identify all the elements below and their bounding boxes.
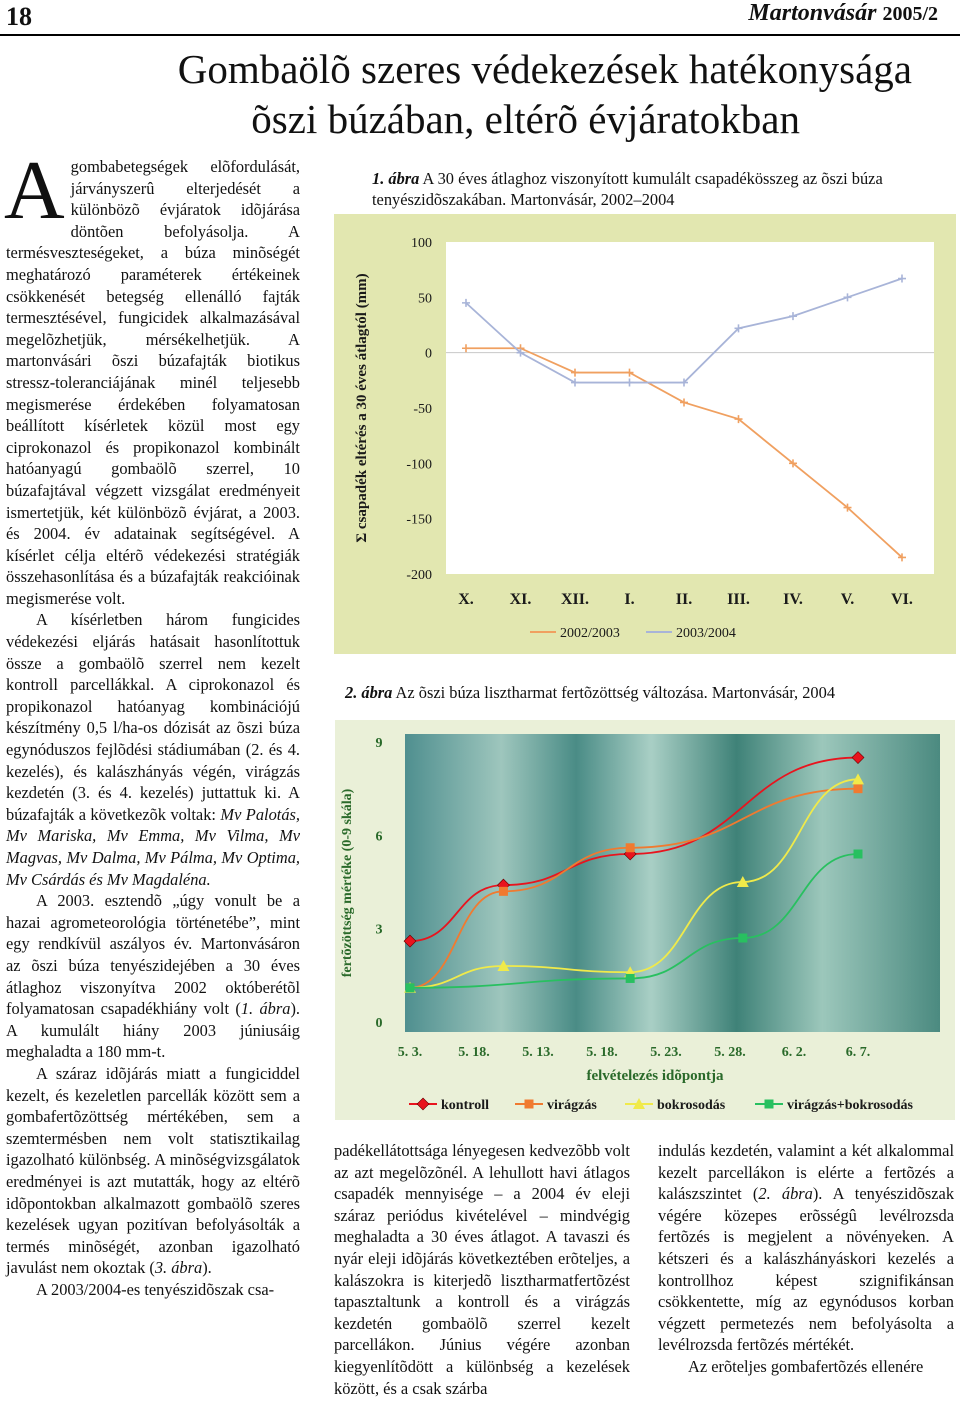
figure-1-chart (334, 214, 956, 654)
paragraph-3-text-a: A 2003. esztendõ „úgy vonult be a hazai agrometeorológia történetébe”, mint egy rendkívül aszályos év. Martonvásáron az õszi búza tenyészidejében a 30 éves átlaghoz viszonyítva 2002 októberétõl folyamatosan csapadékhiány volt ( (6, 891, 300, 1019)
y-tick-label: -100 (406, 457, 432, 473)
drop-cap: A (4, 144, 65, 237)
data-point (854, 784, 863, 793)
y-tick-label: 9 (375, 736, 383, 751)
figure-2-caption-text: Az õszi búza lisztharmat fertõzöttség változása. Martonvásár, 2004 (392, 683, 836, 702)
x-axis-label: felvételezés idõpontja (586, 1068, 724, 1084)
middle-column (334, 1140, 630, 1399)
legend-label: virágzás+bokrosodás (787, 1098, 913, 1113)
x-tick-label: 5. 13. (522, 1045, 554, 1060)
paragraph-3 (6, 890, 300, 1063)
x-tick-label: X. (458, 591, 474, 608)
x-tick-label: 6. 7. (845, 1045, 871, 1060)
paragraph-4-text-a: A száraz idõjárás miatt a fungiciddel kezelt, és kezeletlen parcellák között sem a gombafertõzöttség mértékében, sem a szemtermésben nem volt statisztikailag igazolható különbség. A minõségvizsgálatok eredményei is azt mutatták, hogy az eltérõ idõpontokban alkalmazott gombaölõ szeres kezelések ugyan pozitívan befolyásolták a termés minõségét, azonban igazolható javulást nem okoztak ( (6, 1063, 300, 1278)
legend-label: bokrosodás (657, 1098, 726, 1113)
x-tick-label: II. (675, 591, 693, 608)
paragraph-4-text-b: ). (202, 1258, 212, 1278)
header-rule (0, 34, 960, 36)
y-axis-label: Σ csapadék eltérés a 30 éves átlagtól (mm) (354, 273, 370, 543)
right-paragraph-1-text-a: indulás kezdetén, valamint a két alkalommal kezelt parcellákon is elérte a fertõzés a kalászszintet ( (658, 1141, 954, 1204)
figure-ref-1: 1. ábra (240, 999, 291, 1019)
figure-2-number: 2. ábra (345, 683, 393, 702)
article-title (0, 44, 960, 144)
x-tick-label: 5. 28. (714, 1045, 746, 1060)
figure-2-caption (345, 682, 955, 703)
figure-ref-2: 2. ábra (758, 1184, 813, 1204)
data-point (406, 983, 415, 992)
paragraph-2-text: A kísérletben három fungicides védekezési eljárás hatásait hasonlítottuk össze a gombaölõ szerrel nem kezelt kontroll parcellákkal. A ciprokonazol és propikonazol hatóanyag kombinációjú készítmény 0,5 l/ha-os dózisát az õszi búza egynóduszos fejlõdési stádiumában (2. és 4. kezelés), és kalászhányás végén, virágzás kezdetén (3. és 4. kezelés) juttattuk ki. A búzafajták a következõk voltak: (6, 610, 300, 824)
figure-1-number: 1. ábra (372, 169, 420, 188)
issue-number: 2005/2 (882, 3, 938, 25)
title-line-1: Gombaölõ szeres védekezések hatékonysága (177, 46, 912, 92)
x-tick-label: V. (840, 591, 855, 608)
x-tick-label: 5. 18. (586, 1045, 618, 1060)
x-tick-label: 5. 18. (458, 1045, 490, 1060)
x-tick-label: XII. (560, 591, 590, 608)
x-tick-label: IV. (783, 591, 803, 608)
data-point (854, 850, 863, 859)
x-tick-label: III. (727, 591, 750, 608)
data-point (499, 887, 508, 896)
data-point (738, 934, 747, 943)
y-tick-label: 6 (375, 829, 383, 845)
x-tick-label: 6. 2. (781, 1045, 807, 1060)
legend-label: kontroll (441, 1098, 489, 1113)
paragraph-5: A 2003/2004-es tenyészidõszak csa- (36, 1279, 275, 1299)
y-tick-label: 3 (375, 922, 383, 938)
left-column (4, 144, 301, 1300)
y-tick-label: -150 (406, 512, 432, 528)
y-tick-label: 50 (418, 291, 432, 307)
right-paragraph-1 (658, 1140, 954, 1356)
middle-paragraph: padékellátottsága lényegesen kedvezõbb volt az azt megelõzõnél. A lehullott havi átlagos csapadék mennyisége – a 2004 év eleji száraz periódus kivételével – mindvégig meghaladta a 30 éves átlagot. A tavaszi és nyár eleji idõjárás következtében erõteljes, a kalászokra is kiterjedõ lisztharmatfertõzést tapasztaltunk a kontroll és a virágzás kezdetén gombaölõ szerrel kezelt parcellákon. Június végére azonban kiegyenlítõdött a különbség a kezelések között, és a csak szárba (334, 1141, 630, 1398)
figure-1-caption (372, 168, 932, 210)
y-axis-label: fertõzöttség mértéke (0-9 skála) (340, 788, 355, 978)
data-point (626, 843, 635, 852)
paragraph-1 (4, 144, 300, 609)
running-header (748, 0, 938, 27)
data-point (525, 1100, 534, 1109)
variety-list: Mv Palotás, Mv Mariska, Mv Emma, Mv Vilma, Mv Magvas, Mv Dalma, Mv Pálma, Mv Optima, Mv Csárdás és Mv Magdaléna. (6, 804, 300, 889)
y-tick-label: 0 (375, 1016, 383, 1031)
x-tick-label: XI. (509, 591, 532, 608)
paragraph-2 (6, 609, 300, 890)
legend-label: 2003/2004 (676, 626, 736, 641)
data-point (765, 1100, 774, 1109)
x-tick-label: I. (624, 591, 635, 608)
legend-label: 2002/2003 (560, 626, 620, 641)
x-tick-label: VI. (891, 591, 913, 608)
figure-ref-3: 3. ábra (154, 1258, 203, 1278)
x-tick-label: 5. 23. (650, 1045, 682, 1060)
data-point (626, 974, 635, 983)
paragraph-4 (6, 1063, 300, 1279)
right-paragraph-1-text-b: ). A tenyészidõszak végére közepes erõsségû levélrozsda fertõzés is megjelent a növényeken. A kétszeri és a kalászhányáskori kezelés a kontrollhoz képest szignifikánsan csökkentette, míg az egynódusos korban végzett permetezés nem befolyásolta a levélrozsda fertõzés mértékét. (658, 1184, 955, 1355)
right-column (658, 1140, 954, 1378)
legend-label: virágzás (547, 1098, 597, 1113)
page-number: 18 (6, 2, 32, 31)
y-tick-label: 100 (411, 236, 432, 251)
paragraph-1-text: gombabetegségek elõfordulását, járványszerû elterjedését a különbözõ évjáratok idõjárása döntõen befolyásolja. A termésveszteségeket, a búza minõségét meghatározó paraméterek értékeinek csökkenését betegség ellenálló fajták termesztésével, fungicidek alkalmazásával megelõzhetjük, mérsékelhetjük. A martonvásári õszi búzafajták biotikus stressz-toleranciájának minél teljesebb megismerése érdekében folyamatosan beállított kísérletek közül most egy ciprokonazol és propikonazol kombinált hatóanyagú gombaölõ szerrel, 10 búzafajtával végzett vizsgálat eredményeit ismertetjük, két különbözõ évjárat, a 2003. és 2004. év adatainak segítségével. A kísérlet célja eltérõ védekezési stratégiák összehasonlítása és a búzafajták reakcióinak megismerése volt. (6, 157, 300, 608)
y-tick-label: -200 (406, 568, 432, 583)
magazine-name: Martonvásár (748, 0, 877, 26)
right-paragraph-2: Az erõteljes gombafertõzés ellenére (688, 1356, 924, 1376)
figure-1-caption-text: A 30 éves átlaghoz viszonyított kumulált csapadékösszeg az õszi búza tenyészidõszakában. Martonvásár, 2002–2004 (372, 169, 883, 209)
y-tick-label: 0 (425, 346, 432, 362)
y-tick-label: -50 (413, 402, 432, 417)
paragraph-3-text-b: ). A kumulált hiány 2003 júniusáig meghaladta a 180 mm-t. (6, 999, 301, 1062)
title-line-2: õszi búzában, eltérõ évjáratokban (251, 96, 800, 142)
figure-2-chart (335, 720, 955, 1120)
x-tick-label: 5. 3. (397, 1045, 423, 1060)
